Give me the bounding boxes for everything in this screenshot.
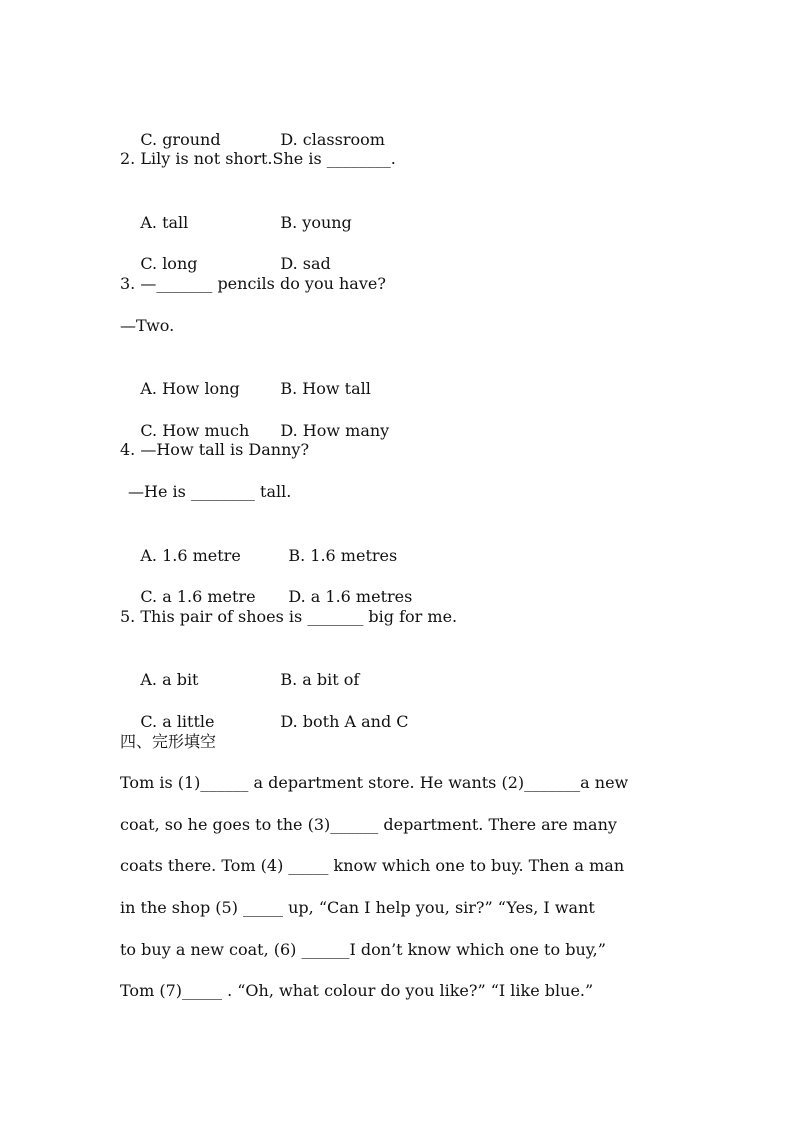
q1-options-cd [120,107,385,149]
q5-option-c: C. a little [140,712,215,731]
cloze-line: Tom is (1)______ a department store. He wants (2)_______a new [120,773,629,792]
q5-option-d: D. both A and C [280,712,409,731]
q4-option-c: C. a 1.6 metre [140,587,256,606]
q4-option-a: A. 1.6 metre [140,546,241,565]
q3-options-ab [120,356,371,398]
q4-options-ab [120,523,398,565]
cloze-line: coat, so he goes to the (3)______ department. There are many [120,815,617,834]
q3-option-d: D. How many [280,421,390,440]
q1-option-c: C. ground [140,130,221,149]
cloze-line: to buy a new coat, (6) ______I don’t know which one to buy,” [120,940,606,959]
q4-option-d: D. a 1.6 metres [288,587,413,606]
q5-option-b: B. a bit of [280,670,360,689]
q4-stem: 4. —How tall is Danny? [120,440,310,459]
q5-stem: 5. This pair of shoes is _______ big for me. [120,607,458,626]
q3-option-a: A. How long [140,379,240,398]
q3-options-cd [120,398,390,440]
q4-options-cd [120,564,413,606]
q2-option-d: D. sad [280,254,331,273]
q2-options-ab [120,190,352,232]
q2-option-a: A. tall [140,213,189,232]
q4-option-b: B. 1.6 metres [288,546,398,565]
q1-option-d: D. classroom [280,130,385,149]
q2-options-cd [120,231,331,273]
q2-option-b: B. young [280,213,352,232]
q2-option-c: C. long [140,254,198,273]
cloze-line: coats there. Tom (4) _____ know which one to buy. Then a man [120,856,625,875]
q3-reply: —Two. [120,316,175,335]
cloze-line: Tom (7)_____ . “Oh, what colour do you like?” “I like blue.” [120,981,594,1000]
q3-stem: 3. —_______ pencils do you have? [120,274,386,293]
q3-option-b: B. How tall [280,379,371,398]
q2-stem: 2. Lily is not short.She is ________. [120,149,396,168]
q5-options-ab [120,647,360,689]
q3-option-c: C. How much [140,421,250,440]
q5-options-cd [120,689,409,731]
cloze-line: in the shop (5) _____ up, “Can I help you, sir?” “Yes, I want [120,898,595,917]
section-heading-cloze: 四、完形填空 [120,732,217,751]
q4-reply: —He is ________ tall. [128,482,292,501]
q5-option-a: A. a bit [140,670,199,689]
